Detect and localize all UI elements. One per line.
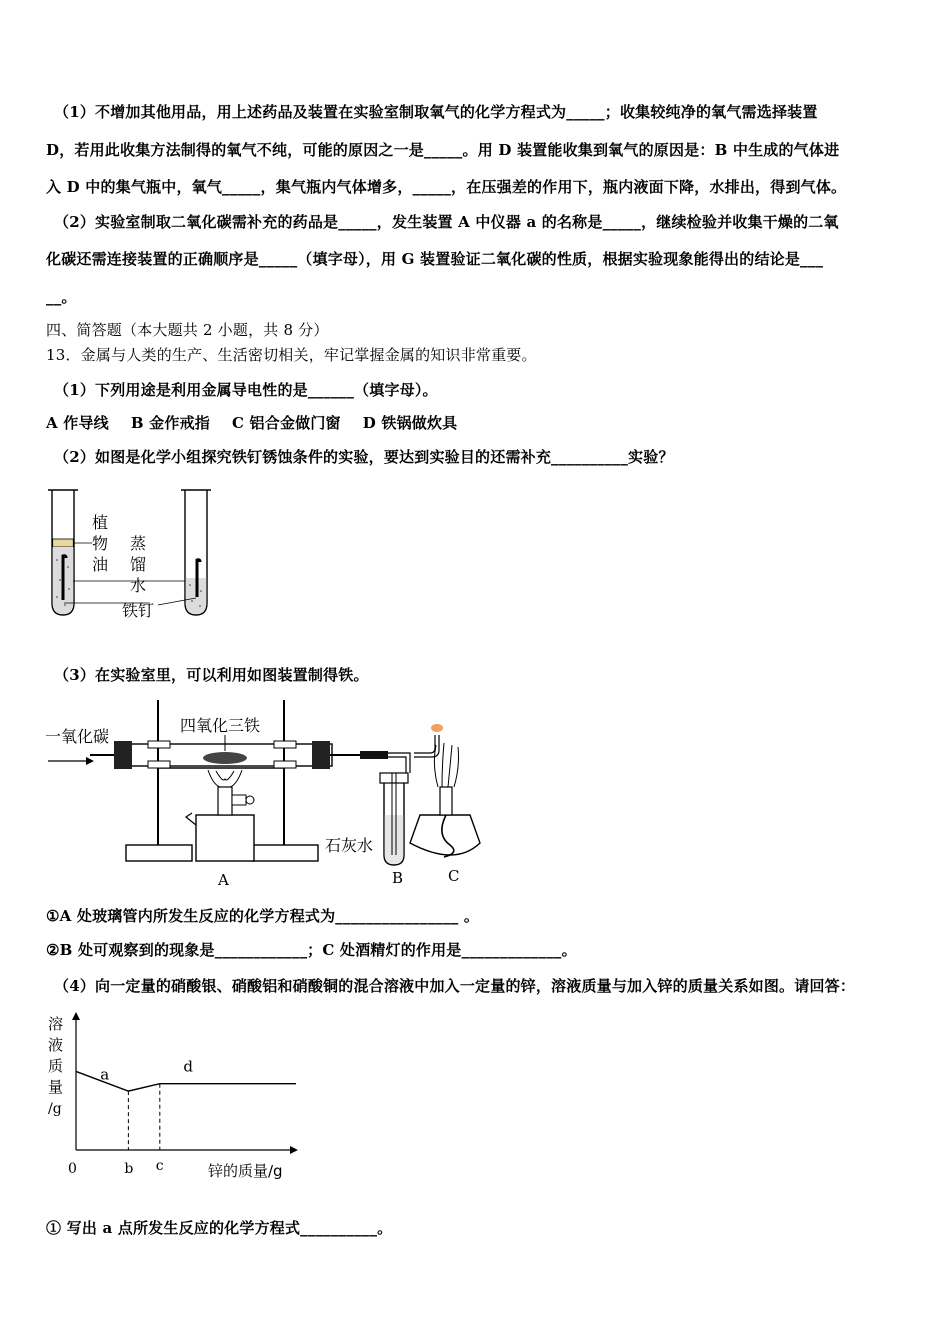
label-water-2: 馏 bbox=[130, 555, 147, 574]
option-b: B 金作戒指 bbox=[130, 414, 210, 432]
stopper-right bbox=[312, 741, 330, 769]
stand-base-right bbox=[252, 845, 318, 861]
option-d: D 铁锅做炊具 bbox=[362, 414, 458, 432]
figure-co-reduction bbox=[40, 695, 500, 890]
label-water-3: 水 bbox=[130, 576, 147, 595]
ylabel-char-4: 量 bbox=[48, 1078, 64, 1096]
label-nail: 铁钉 bbox=[122, 601, 155, 620]
label-c: C bbox=[448, 867, 460, 885]
q13-sub3: （3）在实验室里，可以利用如图装置制得铁。 bbox=[54, 666, 369, 684]
label-b: B bbox=[392, 869, 404, 887]
q12-part2-line3: __。 bbox=[46, 288, 77, 306]
label-oil-1: 植 bbox=[92, 513, 109, 532]
q13-3b: ②B 处可观察到的现象是____________；C 处酒精灯的作用是_____________。 bbox=[46, 941, 577, 959]
section4-heading: 四、简答题（本大题共 2 小题，共 8 分） bbox=[46, 321, 329, 339]
q13-4a: ① 写出 a 点所发生反应的化学方程式__________。 bbox=[46, 1219, 393, 1237]
ylabel-unit: /g bbox=[48, 1101, 62, 1117]
y-axis-arrow bbox=[72, 1012, 80, 1020]
x-axis-label: 锌的质量/g bbox=[208, 1162, 283, 1180]
q12-part1-line2: D，若用此收集方法制得的氧气不纯，可能的原因之一是_____。用 D 装置能收集到氧气的原因是：B 中生成的气体进 bbox=[46, 141, 840, 159]
q13-3a: ①A 处玻璃管内所发生反应的化学方程式为________________ 。 bbox=[46, 907, 480, 925]
q13-sub2: （2）如图是化学小组探究铁钉锈蚀条件的实验，要达到实验目的还需补充__________实验？ bbox=[54, 448, 674, 466]
stopper-left bbox=[114, 741, 132, 769]
q13-sub1: （1）下列用途是利用金属导电性的是______（填字母）。 bbox=[54, 381, 438, 399]
q13-stem: 13．金属与人类的生产、生活密切相关，牢记掌握金属的知识非常重要。 bbox=[46, 346, 537, 364]
point-label-a: a bbox=[100, 1065, 110, 1084]
ylabel-char-3: 质 bbox=[48, 1057, 64, 1075]
stand-base-left bbox=[126, 845, 192, 861]
label-oil-3: 油 bbox=[92, 555, 109, 574]
x-tick-b: b bbox=[124, 1161, 134, 1177]
option-c: C 铝合金做门窗 bbox=[231, 414, 341, 432]
alcohol-burner-a bbox=[196, 815, 254, 861]
x-axis-arrow bbox=[290, 1146, 298, 1154]
ylabel-char-2: 液 bbox=[48, 1036, 64, 1054]
figure-rust-experiment bbox=[40, 485, 230, 625]
flame-outlet bbox=[431, 724, 443, 732]
q12-part2-line1: （2）实验室制取二氧化碳需补充的药品是_____，发生装置 A 中仪器 a 的名称是_____，继续检验并收集干燥的二氧 bbox=[54, 213, 839, 231]
label-water-1: 蒸 bbox=[130, 534, 147, 553]
q12-part1-line1: （1）不增加其他用品，用上述药品及装置在实验室制取氧气的化学方程式为_____；收集较纯净的氧气需选择装置 bbox=[54, 103, 818, 121]
oil-layer bbox=[53, 539, 74, 547]
q13-options bbox=[46, 413, 479, 433]
label-fe3o4: 四氧化三铁 bbox=[180, 716, 261, 735]
label-oil-2: 物 bbox=[92, 534, 109, 553]
point-label-d: d bbox=[183, 1057, 193, 1076]
label-co: 一氧化碳 bbox=[45, 727, 110, 746]
chart-solution-mass bbox=[40, 1010, 310, 1185]
x-tick-c: c bbox=[155, 1158, 164, 1174]
option-a: A 作导线 bbox=[46, 414, 109, 432]
q13-sub4: （4）向一定量的硝酸银、硝酸铝和硝酸铜的混合溶液中加入一定量的锌，溶液质量与加入锌的质量关系如图。请回答： bbox=[54, 977, 856, 995]
q12-part1-line3: 入 D 中的集气瓶中，氧气_____，集气瓶内气体增多，_____，在压强差的作用下，瓶内液面下降，水排出，得到气体。 bbox=[46, 178, 847, 196]
fe3o4-powder bbox=[203, 752, 247, 764]
label-limewater: 石灰水 bbox=[325, 836, 374, 855]
q12-part2-line2: 化碳还需连接装置的正确顺序是_____（填字母），用 G 装置验证二氧化碳的性质，根据实验现象能得出的结论是___ bbox=[46, 250, 824, 268]
alcohol-lamp-c bbox=[410, 815, 480, 855]
ylabel-char-1: 溶 bbox=[48, 1015, 64, 1033]
origin-label: 0 bbox=[68, 1161, 77, 1177]
label-a: A bbox=[218, 871, 229, 889]
